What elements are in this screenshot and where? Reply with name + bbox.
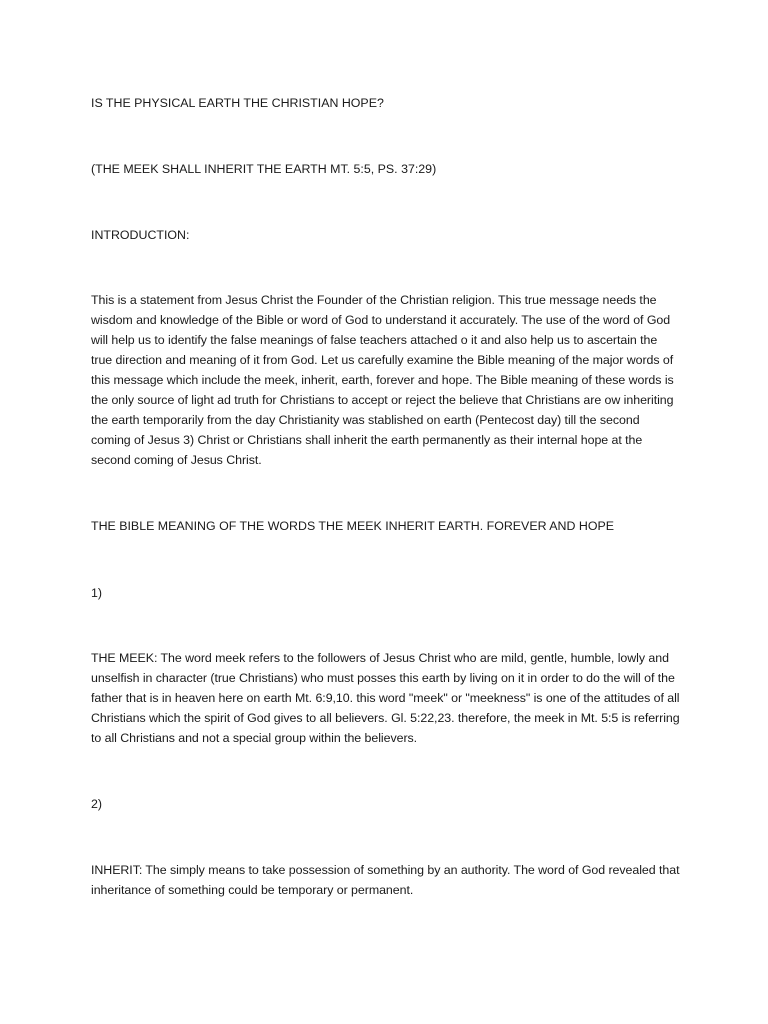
document-title: IS THE PHYSICAL EARTH THE CHRISTIAN HOPE? — [91, 96, 384, 110]
meek-definition-paragraph: THE MEEK: The word meek refers to the followers of Jesus Christ who are mild, gentle, humble, lowly and unselfish in character (true Christians) who must posses this earth by living on it in order to do the will of the father that is in heaven here on earth Mt. 6:9,10. this word "meek" or "meekness" is one of the attitudes of all Christians which the spirit of God gives to all believers. Gl. 5:22,23. therefore, the meek in Mt. 5:5 is referring to all Christians and not a special group within the believers. — [91, 651, 680, 745]
introduction-heading: INTRODUCTION: — [91, 228, 190, 242]
list-item-number-1: 1) — [91, 586, 103, 600]
introduction-paragraph: This is a statement from Jesus Christ the Founder of the Christian religion. This true message needs the wisdom and knowledge of the Bible or word of God to understand it accurately. The use of the word of God will help us to identify the false meanings of false teachers attached o it and also help us to ascertain the true direction and meaning of it from God. Let us carefully examine the Bible meaning of the major words of this message which include the meek, inherit, earth, forever and hope. The Bible meaning of these words is the only source of light ad truth for Christians to accept or reject the believe that Christians are ow inheriting the earth temporarily from the day Christianity was stablished on earth (Pentecost day) till the second coming of Jesus 3) Christ or Christians shall inherit the earth permanently as their internal hope at the second coming of Jesus Christ. — [91, 293, 674, 467]
document-subtitle: (THE MEEK SHALL INHERIT THE EARTH MT. 5:5, PS. 37:29) — [91, 162, 437, 176]
list-item-number-2: 2) — [91, 797, 103, 811]
section-heading: THE BIBLE MEANING OF THE WORDS THE MEEK INHERIT EARTH. FOREVER AND HOPE — [91, 519, 615, 533]
inherit-definition-paragraph: INHERIT: The simply means to take possession of something by an authority. The word of God revealed that inheritance of something could be temporary or permanent. — [91, 863, 680, 897]
